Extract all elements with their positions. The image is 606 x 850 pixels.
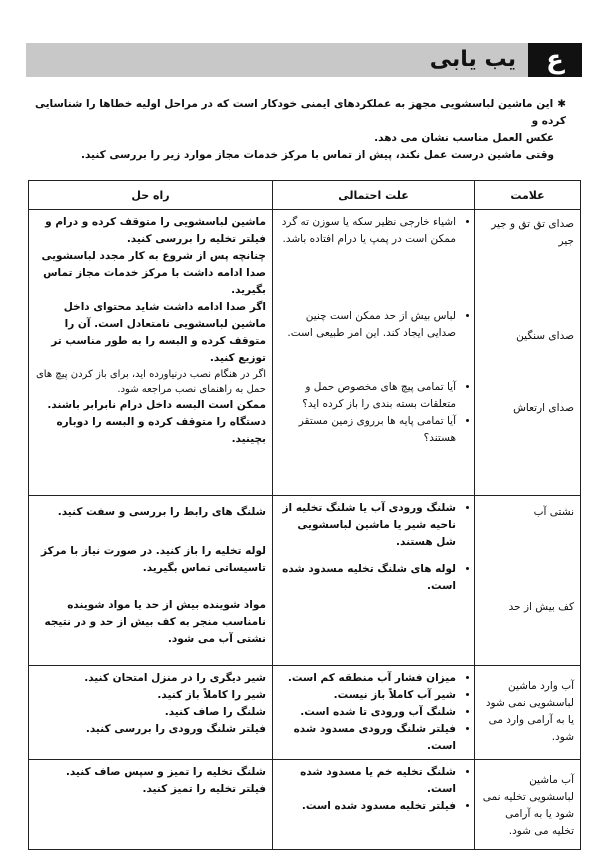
solution: لوله تخلیه را باز کنید. در صورت نیاز با مرکز تاسیساتی تماس بگیرید. [40, 545, 266, 574]
cause: • شلنگ آب ورودی تا شده است. [279, 704, 456, 721]
cause: • شلنگ تخلیه خم یا مسدود شده است. [279, 764, 456, 798]
solution-cell [29, 210, 273, 496]
solution: شیر را کاملاً باز کنید. [157, 689, 266, 701]
star-bullet-icon: ✱ [557, 98, 566, 110]
cause-cell [273, 760, 475, 850]
troubleshooting-table [28, 180, 581, 850]
cause-cell [273, 666, 475, 760]
symptom-cell [475, 760, 581, 850]
symptom: آب وارد ماشین لباسشویی نمی شود یا به آرامی وارد می شود. [485, 680, 574, 743]
solution: ممکن است البسه داخل درام نابرابر باشند. دستگاه را متوقف کرده و البسه را دوباره بچینید. [47, 399, 266, 445]
solution-cell [29, 760, 273, 850]
solution: فیلتر شلنگ ورودی را بررسی کنید. [85, 723, 266, 735]
cause-cell [273, 210, 475, 496]
page-title: یب یابی [429, 47, 516, 72]
cause: • لباس بیش از حد ممکن است چنین صدایی ایجاد کند. این امر طبیعی است. [279, 308, 456, 342]
table-row [29, 666, 581, 760]
solution: اگر در هنگام نصب درنیاورده اید، برای باز کردن پیچ های حمل به راهنمای نصب مراجعه شود. [35, 369, 266, 395]
cause: • فیلتر تخلیه مسدود شده است. [279, 798, 456, 815]
intro-line-2: عکس العمل مناسب نشان می دهد. [374, 132, 554, 144]
symptom: نشتی آب [533, 506, 574, 518]
symptom: آب ماشین لباسشویی تخلیه نمی شود یا به آرامی تخلیه می شود. [482, 774, 574, 837]
table-header-row [29, 181, 581, 210]
solution: چنانچه پس از شروع به کار مجدد لباسشویی صدا ادامه داشت با مرکز خدمات مجاز تماس بگیرید. [41, 250, 266, 296]
table-row [29, 210, 581, 496]
section-header [26, 43, 582, 77]
symptom-cell [475, 210, 581, 496]
symptom-cell [475, 666, 581, 760]
cause: • لوله های شلنگ تخلیه مسدود شده است. [279, 561, 456, 595]
cause: • میزان فشار آب منطقه کم است. [279, 670, 456, 687]
symptom: صدای تق تق و جیر جیر [491, 218, 574, 247]
solution: فیلتر تخلیه را تمیز کنید. [142, 783, 266, 795]
intro-text [26, 96, 566, 164]
header-symptom: علامت [475, 181, 581, 210]
section-badge: ع [528, 43, 582, 77]
solution-cell [29, 496, 273, 666]
symptom: صدای ارتعاش [513, 402, 574, 414]
solution-cell [29, 666, 273, 760]
cause: • فیلتر شلنگ ورودی مسدود شده است. [279, 721, 456, 755]
cause: • اشیاء خارجی نظیر سکه یا سوزن ته گرد ممکن است در پمپ یا درام افتاده باشد. [279, 214, 456, 248]
solution: شیر دیگری را در منزل امتحان کنید. [84, 672, 266, 684]
solution: ماشین لباسشویی را متوقف کرده و درام و فیلتر تخلیه را بررسی کنید. [45, 216, 266, 245]
solution: شلنگ های رابط را بررسی و سفت کنید. [57, 506, 266, 518]
intro-line-1: این ماشین لباسشویی مجهز به عملکردهای ایمنی خودکار است که در مراحل اولیه خطاها را شناسایی کرده و [34, 98, 566, 127]
solution: شلنگ را صاف کنید. [164, 706, 266, 718]
cause-cell [273, 496, 475, 666]
solution: شلنگ تخلیه را تمیز و سپس صاف کنید. [65, 766, 266, 778]
intro-line-3: وقتی ماشین درست عمل نکند، پیش از تماس با مرکز خدمات مجاز موارد زیر را بررسی کنید. [81, 149, 554, 161]
cause: • آیا تمامی پایه ها برروی زمین مستقر هستند؟ [279, 413, 456, 447]
header-solution: راه حل [29, 181, 273, 210]
solution: مواد شوینده بیش از حد یا مواد شوینده نامناسب منجر به کف بیش از حد و در نتیجه نشتی آب می شود. [44, 599, 266, 645]
table-row [29, 496, 581, 666]
symptom-cell [475, 496, 581, 666]
cause: • آیا تمامی پیچ های مخصوص حمل و متعلقات بسته بندی را باز کرده اید؟ [279, 379, 456, 413]
symptom: کف بیش از حد [508, 601, 574, 613]
table-row [29, 760, 581, 850]
symptom: صدای سنگین [516, 330, 574, 342]
solution: اگر صدا ادامه داشت شاید محتوای داخل ماشین لباسشویی نامتعادل است. آن را متوقف کرده و البسه را به طور مناسب تر توزیع کنید. [51, 301, 266, 364]
header-cause: علت احتمالی [273, 181, 475, 210]
cause: • شیر آب کاملاً باز نیست. [279, 687, 456, 704]
cause: • شلنگ ورودی آب یا شلنگ تخلیه از ناحیه شیر یا ماشین لباسشویی شل هستند. [279, 500, 456, 551]
